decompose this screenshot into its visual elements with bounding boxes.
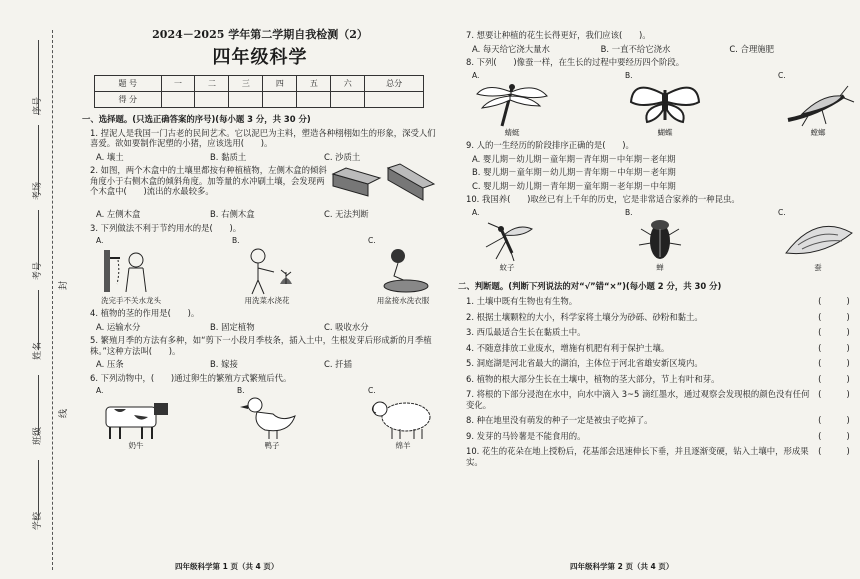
soil-box-illustration — [328, 162, 438, 206]
butterfly-icon — [625, 80, 705, 128]
silkworm-icon — [778, 217, 858, 263]
picture-option-b[interactable] — [625, 208, 695, 273]
answer-bracket[interactable]: ( ) — [818, 389, 850, 399]
judgment-item — [466, 446, 858, 467]
option-a[interactable]: A. 压条 — [96, 359, 124, 369]
exam-title: 2024－2025 学年第二学期自我检测（2） — [152, 28, 368, 41]
option-letter: C. — [368, 386, 376, 395]
score-cell[interactable] — [263, 92, 297, 108]
running-tap-icon — [96, 246, 166, 296]
picture-option-b[interactable] — [232, 236, 302, 305]
option-a[interactable]: A. 每天给它浇大量水 — [472, 43, 550, 54]
picture-option-a[interactable] — [96, 236, 166, 305]
score-cell[interactable] — [331, 92, 365, 108]
score-header-cell: 三 — [229, 76, 263, 92]
option-c[interactable]: C. 婴儿期－幼儿期－青年期－童年期－老年期－中年期 — [472, 180, 676, 191]
picture-caption: 奶牛 — [128, 441, 144, 451]
option-a[interactable]: A. 壤土 — [96, 151, 124, 162]
option-letter: B. — [625, 207, 633, 217]
option-letter: C. — [778, 70, 786, 80]
answer-bracket[interactable]: ( ) — [818, 430, 850, 441]
question-4: 4. 植物的茎的作用是( )。 — [90, 308, 200, 318]
option-letter: C. — [368, 236, 376, 246]
score-table — [94, 75, 424, 108]
question-8-pictures — [472, 71, 858, 138]
question-7-options — [472, 44, 858, 55]
judgment-text: 7. 将根的下部分浸泡在水中，向水中滴入 3~5 滴红墨水，通过观察会发现根的颜色没有任何变化。 — [466, 389, 810, 410]
watering-flower-icon — [232, 246, 302, 296]
picture-option-b[interactable] — [625, 71, 705, 138]
page-1-footer: 四年级科学第 1 页（共 4 页） — [175, 562, 279, 571]
judgment-text: 6. 植物的根大部分生长在土壤中，植物的茎大部分，节上有叶和芽。 — [466, 373, 720, 384]
question-10: 10. 我国养( )取丝已有上千年的历史，它是非常适合家养的一种昆虫。 — [466, 194, 740, 205]
score-header-cell: 一 — [161, 76, 195, 92]
picture-caption: 蝉 — [656, 263, 664, 273]
score-header-cell: 四 — [263, 76, 297, 92]
judgment-text: 5. 洞庭湖是河北省最大的湖泊，主体位于河北省雄安新区境内。 — [466, 358, 703, 368]
option-c[interactable]: C. 沙质土 — [324, 151, 361, 162]
picture-caption: 洗完手不关水龙头 — [101, 295, 161, 305]
label-seal: 封 — [59, 280, 69, 290]
picture-caption: 蚊子 — [499, 263, 515, 273]
washing-clothes-icon — [368, 246, 438, 296]
score-cell[interactable] — [365, 92, 424, 108]
option-b[interactable]: B. 婴儿期－童年期－幼儿期－青年期－中年期－老年期 — [472, 167, 676, 178]
option-b[interactable]: B. 一直不给它浇水 — [600, 43, 671, 54]
answer-bracket[interactable]: ( ) — [818, 342, 850, 353]
picture-option-c[interactable] — [778, 71, 858, 138]
question-3: 3. 下列做法不利于节约用水的是( )。 — [90, 222, 242, 233]
option-b[interactable]: B. 固定植物 — [210, 321, 255, 332]
answer-bracket[interactable]: ( ) — [818, 415, 850, 425]
picture-option-c[interactable] — [778, 208, 858, 273]
label-exam-room: 考场 — [33, 181, 43, 200]
seal-line — [52, 30, 53, 570]
picture-option-a[interactable] — [96, 386, 176, 451]
picture-caption: 用洗菜水浇花 — [244, 295, 290, 305]
option-letter: B. — [237, 386, 245, 395]
picture-caption: 鸭子 — [264, 441, 280, 451]
label-line: 线 — [59, 408, 69, 418]
judgment-text: 9. 发芽的马铃薯是不能食用的。 — [466, 430, 586, 441]
option-a[interactable]: A. 婴儿期－幼儿期－童年期－青年期－中年期－老年期 — [472, 153, 676, 164]
judgment-text: 3. 西瓜最适合生长在黏质土中。 — [466, 327, 586, 337]
judgment-item — [466, 415, 858, 426]
question-2-block — [82, 162, 438, 206]
picture-option-a[interactable] — [472, 208, 542, 273]
score-cell[interactable] — [161, 92, 195, 108]
picture-caption: 蝴蝶 — [657, 127, 673, 137]
picture-option-a[interactable] — [472, 71, 552, 138]
answer-bracket[interactable]: ( ) — [818, 446, 850, 456]
cicada-icon — [625, 217, 695, 263]
judgment-item — [466, 374, 858, 385]
judgment-item — [466, 296, 858, 307]
judgment-item — [466, 343, 858, 354]
question-2: 2. 如图，两个木盒中的土壤里都按有种植植物，左侧木盒的倾斜角度小于右侧木盒的倾斜角度。加等量的水冲刷土壤，会发现两个木盒中( )流出的水最较多。 — [90, 165, 327, 197]
option-letter: C. — [778, 207, 786, 217]
picture-caption: 螳螂 — [810, 127, 826, 137]
option-letter: A. — [472, 70, 480, 80]
score-header-cell: 题 号 — [95, 76, 162, 92]
score-header-cell: 五 — [297, 76, 331, 92]
label-exam-number: 考号 — [33, 261, 43, 280]
cow-icon — [96, 395, 176, 441]
picture-caption: 蜻蜓 — [504, 127, 520, 137]
score-header-cell: 总分 — [365, 76, 424, 92]
question-9: 9. 人的一生经历的阶段排序正确的是( )。 — [466, 140, 634, 151]
question-1: 1. 捏泥人是我国一门古老的民间艺术。它以泥巴为主料，塑造各种栩栩如生的形象，深受人们喜爱。欲如要制作泥塑的小猪，应该选用( )。 — [90, 127, 436, 149]
option-c[interactable]: C. 吸收水分 — [324, 321, 369, 332]
section-2-heading: 二、判断题。(判断下列说法的对“√”错“×”)(每小题 2 分，共 30 分) — [458, 280, 722, 291]
option-letter: A. — [96, 386, 104, 395]
page-2-footer: 四年级科学第 2 页（共 4 页） — [570, 562, 674, 571]
sheep-icon — [368, 395, 438, 441]
judgment-item — [466, 431, 858, 442]
option-b[interactable]: B. 嫁接 — [210, 359, 238, 369]
judgment-item — [466, 358, 858, 369]
picture-caption: 用盆接水洗衣服 — [376, 295, 430, 305]
judgment-text: 4. 不随意排放工业废水，增施有机肥有利于保护土壤。 — [466, 342, 670, 353]
score-row-label: 得 分 — [95, 92, 162, 108]
question-6: 6. 下列动物中，( )通过卵生的繁殖方式繁殖后代。 — [90, 372, 292, 383]
question-5: 5. 繁殖月季的方法有多种，如“剪下一小段月季枝条，插入土中，生根发芽后形成新的月季植株。”这种方法叫( )。 — [90, 335, 432, 356]
duck-icon — [237, 395, 307, 441]
score-header-cell: 二 — [195, 76, 229, 92]
question-8: 8. 下列( )像蚕一样，在生长的过程中要经历四个阶段。 — [466, 57, 685, 67]
question-5-options — [96, 359, 438, 370]
answer-bracket[interactable]: ( ) — [818, 296, 850, 306]
option-b[interactable]: B. 黏质土 — [210, 151, 247, 162]
label-school: 学校 — [33, 511, 43, 530]
option-c[interactable]: C. 扦插 — [324, 359, 352, 369]
exam-subject: 四年级科学 — [212, 46, 308, 68]
judgment-item — [466, 327, 858, 338]
mantis-icon — [778, 80, 858, 128]
mosquito-icon — [472, 217, 542, 263]
option-letter: A. — [472, 207, 480, 217]
picture-option-c[interactable] — [368, 386, 438, 451]
score-cell[interactable] — [229, 92, 263, 108]
page-2 — [458, 0, 858, 579]
question-4-options — [96, 322, 438, 333]
option-letter: B. — [625, 70, 633, 80]
judgment-text: 2. 根据土壤颗粒的大小，科学家将土壤分为砂砾、砂粉和黏土。 — [466, 311, 703, 322]
picture-option-b[interactable] — [237, 386, 307, 451]
judgment-text: 8. 种在地里没有萌发的种子一定是被虫子吃掉了。 — [466, 415, 653, 425]
score-cell[interactable] — [195, 92, 229, 108]
page-1 — [82, 0, 438, 579]
score-cell[interactable] — [297, 92, 331, 108]
question-10-pictures — [472, 208, 858, 273]
option-a[interactable]: A. 运输水分 — [96, 321, 141, 332]
section-1-heading: 一、选择题。(只选正确答案的序号)(每小题 3 分，共 30 分) — [82, 114, 311, 125]
answer-bracket[interactable]: ( ) — [818, 311, 850, 322]
score-header-cell: 六 — [331, 76, 365, 92]
picture-caption: 绵羊 — [395, 441, 411, 451]
answer-bracket[interactable]: ( ) — [818, 358, 850, 368]
answer-bracket[interactable]: ( ) — [818, 327, 850, 337]
picture-option-c[interactable] — [368, 236, 438, 305]
dragonfly-icon — [472, 80, 552, 128]
question-1-options — [96, 152, 438, 163]
binding-margin — [0, 0, 80, 579]
question-3-pictures — [96, 236, 438, 305]
question-6-pictures — [96, 386, 438, 451]
answer-bracket[interactable]: ( ) — [818, 373, 850, 384]
option-a[interactable]: A. 左侧木盒 — [96, 209, 141, 220]
option-b[interactable]: B. 右侧木盒 — [210, 209, 255, 220]
label-name: 姓名 — [33, 341, 43, 360]
label-seat-number: 序号 — [33, 96, 43, 115]
judgment-text: 1. 土壤中既有生物也有生物。 — [466, 296, 578, 306]
judgment-text: 10. 花生的花朵在地上授粉后，花基部会迅速伸长下垂，并且逐渐变硬，钻入土壤中，形成果实。 — [466, 446, 809, 467]
question-7: 7. 想要让种植的花生长得更好，我们应该( )。 — [466, 30, 651, 40]
option-letter: B. — [232, 236, 240, 246]
judgment-item — [466, 312, 858, 323]
option-c[interactable]: C. 合理施肥 — [729, 43, 775, 54]
judgment-item — [466, 389, 858, 410]
picture-caption: 蚕 — [814, 263, 822, 273]
option-letter: A. — [96, 236, 104, 246]
question-2-options — [96, 209, 438, 220]
label-class: 班级 — [33, 426, 43, 445]
option-c[interactable]: C. 无法判断 — [324, 209, 369, 220]
